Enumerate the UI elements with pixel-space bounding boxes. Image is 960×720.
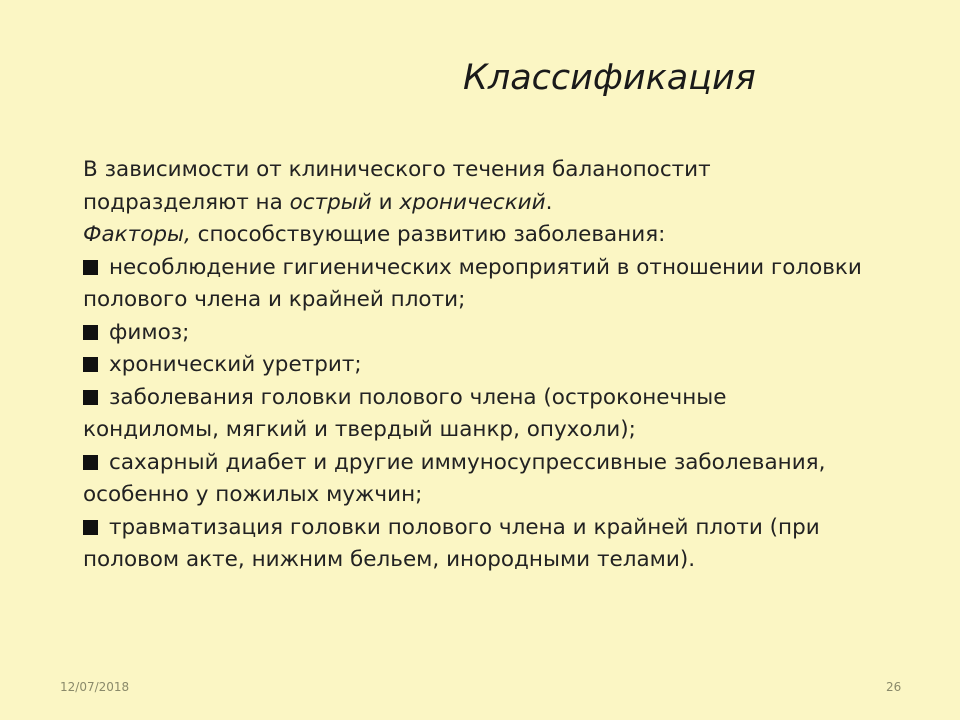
- intro-chronic: хронический: [399, 189, 546, 215]
- intro-paragraph: [83, 154, 863, 219]
- bullet-item: [83, 382, 863, 447]
- square-bullet-icon: [83, 357, 98, 372]
- bullet-text: несоблюдение гигиенических мероприятий в отношении головки полового члена и крайней плоти;: [83, 254, 862, 312]
- bullet-text: хронический уретрит;: [109, 352, 362, 377]
- square-bullet-icon: [83, 455, 98, 470]
- bullet-text: заболевания головки полового члена (остроконечные кондиломы, мягкий и твердый шанкр, опухоли);: [83, 384, 727, 442]
- intro-end: .: [545, 189, 553, 215]
- square-bullet-icon: [83, 325, 98, 340]
- bullet-item: [83, 512, 863, 577]
- factors-heading: [83, 219, 863, 252]
- page-number: 26: [886, 680, 902, 694]
- slide-title: Классификация: [463, 58, 756, 98]
- bullet-text: травматизация головки полового члена и крайней плоти (при половом акте, нижним бельем, инородными телами).: [83, 514, 820, 572]
- intro-text: В зависимости от клинического течения баланопостит подразделяют на: [83, 157, 711, 215]
- bullet-text: фимоз;: [109, 319, 190, 345]
- intro-acute: острый: [289, 189, 372, 215]
- square-bullet-icon: [83, 520, 98, 535]
- bullet-item: [83, 349, 863, 382]
- square-bullet-icon: [83, 260, 98, 275]
- bullet-item: [83, 252, 863, 317]
- bullet-text: сахарный диабет и другие иммуносупрессивные заболевания, особенно у пожилых мужчин;: [83, 449, 826, 507]
- bullet-item: [83, 317, 863, 350]
- intro-and: и: [371, 189, 400, 215]
- footer-date: 12/07/2018: [60, 680, 130, 694]
- factors-rest: способствующие развитию заболевания:: [190, 222, 666, 247]
- square-bullet-icon: [83, 390, 98, 405]
- slide-body: [83, 154, 863, 577]
- bullet-item: [83, 447, 863, 512]
- factors-word: Факторы,: [83, 222, 191, 247]
